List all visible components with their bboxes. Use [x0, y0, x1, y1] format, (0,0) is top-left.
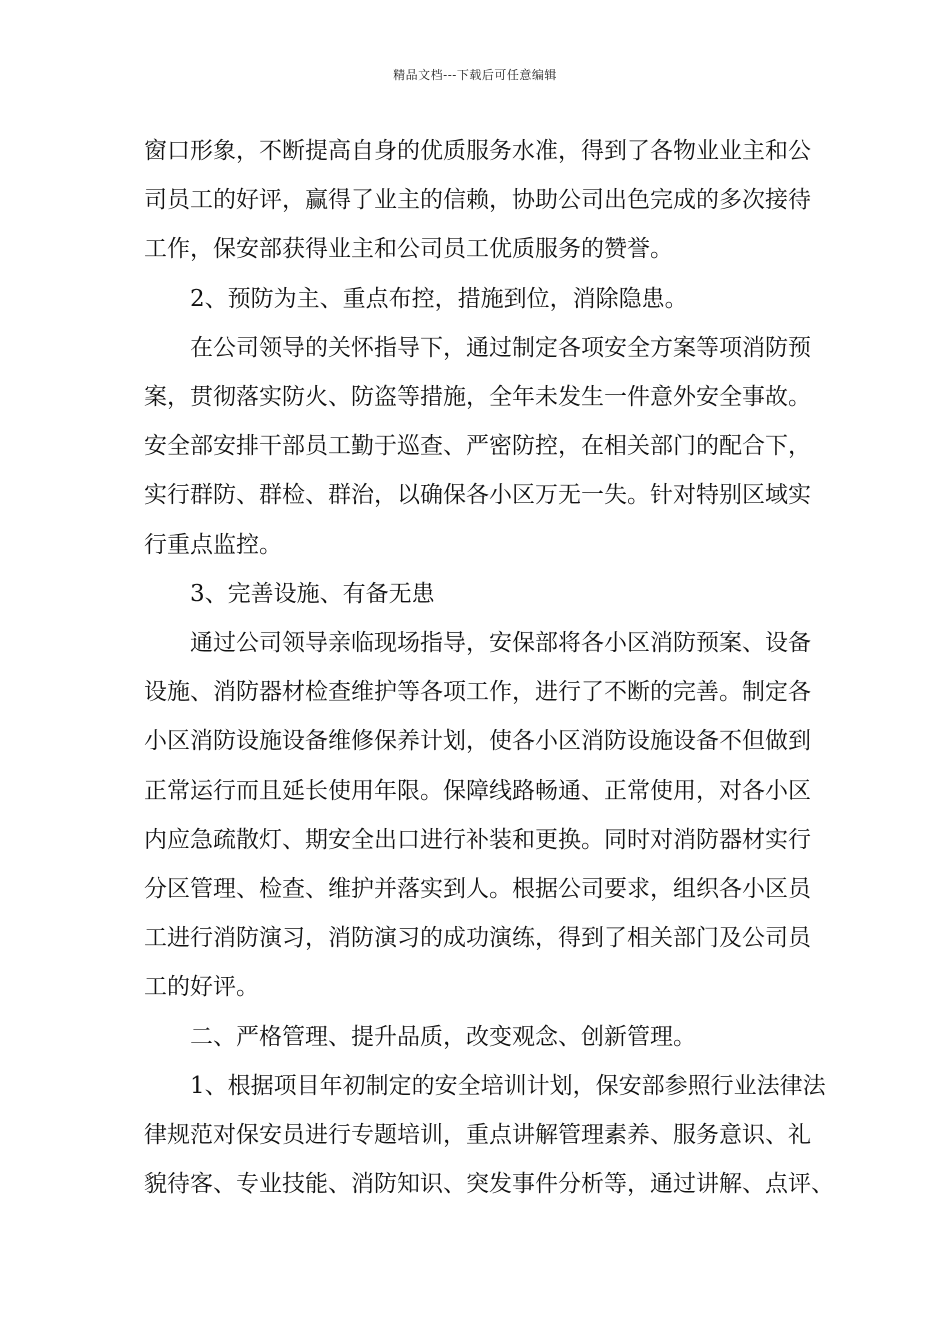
section-heading: 二、严格管理、提升品质，改变观念、创新管理。 — [190, 1023, 696, 1050]
document-body — [144, 127, 834, 1209]
text-line: 司员工的好评，赢得了业主的信赖，协助公司出色完成的多次接待 — [144, 187, 811, 214]
text-line: 1、根据项目年初制定的安全培训计划，保安部参照行业法律法 — [190, 1072, 826, 1099]
text-line: 行重点监控。 — [144, 531, 282, 558]
text-line: 实行群防、群检、群治，以确保各小区万无一失。针对特别区域实 — [144, 482, 811, 509]
text-line: 分区管理、检查、维护并落实到人。根据公司要求，组织各小区员 — [144, 876, 811, 903]
section-heading: 2、预防为主、重点布控，措施到位，消除隐患。 — [190, 285, 688, 312]
text-line: 通过公司领导亲临现场指导，安保部将各小区消防预案、设备 — [190, 630, 811, 657]
text-line: 案，贯彻落实防火、防盗等措施，全年未发生一件意外安全事故。 — [144, 384, 811, 411]
text-line: 在公司领导的关怀指导下，通过制定各项安全方案等项消防预 — [190, 334, 811, 361]
text-line: 内应急疏散灯、期安全出口进行补装和更换。同时对消防器材实行 — [144, 826, 811, 853]
text-line: 工进行消防演习，消防演习的成功演练，得到了相关部门及公司员 — [144, 925, 811, 952]
text-line: 工作，保安部获得业主和公司员工优质服务的赞誉。 — [144, 236, 673, 263]
text-line: 正常运行而且延长使用年限。保障线路畅通、正常使用，对各小区 — [144, 777, 811, 804]
text-line: 小区消防设施设备维修保养计划，使各小区消防设施设备不但做到 — [144, 728, 811, 755]
text-line: 窗口形象，不断提高自身的优质服务水准，得到了各物业业主和公 — [144, 138, 811, 164]
text-line: 律规范对保安员进行专题培训，重点讲解管理素养、服务意识、礼 — [144, 1122, 811, 1149]
text-line: 安全部安排干部员工勤于巡查、严密防控，在相关部门的配合下， — [144, 433, 811, 460]
page-header: 精品文档---下载后可任意编辑 — [393, 68, 557, 82]
text-line: 貌待客、专业技能、消防知识、突发事件分析等，通过讲解、点评、 — [144, 1171, 834, 1198]
section-heading: 3、完善设施、有备无患 — [190, 580, 435, 607]
text-line: 设施、消防器材检查维护等各项工作，进行了不断的完善。制定各 — [144, 679, 811, 706]
text-line: 工的好评。 — [144, 974, 259, 1001]
